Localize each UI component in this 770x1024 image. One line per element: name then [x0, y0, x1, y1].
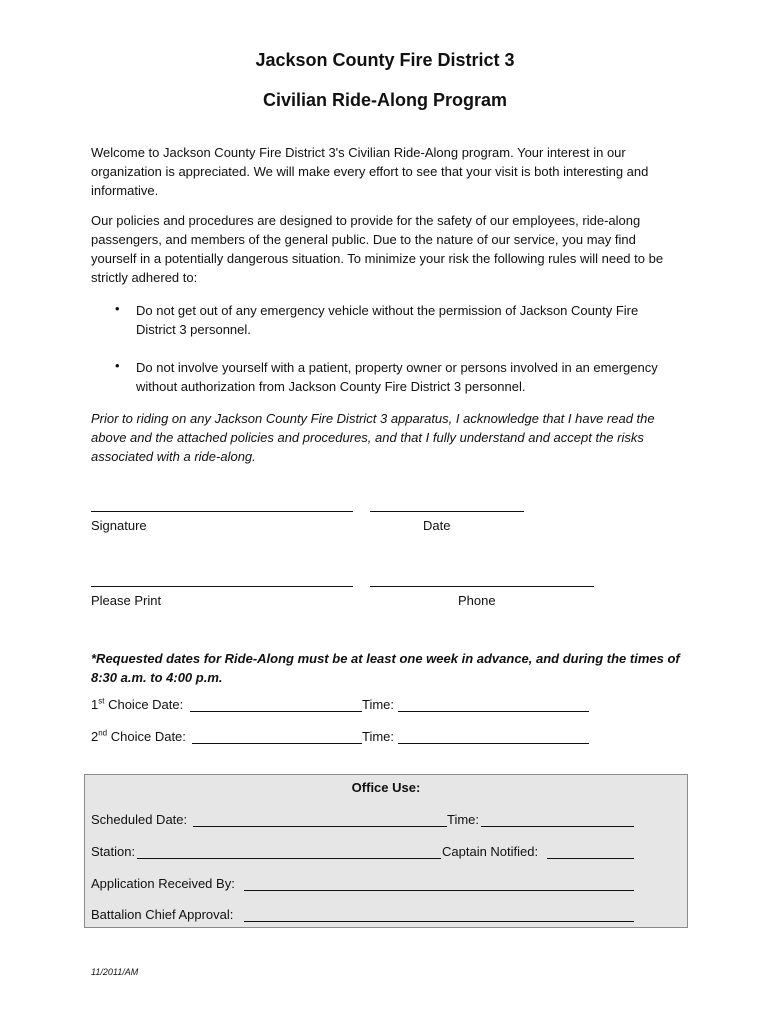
battalion-approval-label: Battalion Chief Approval: — [91, 907, 234, 922]
footer-code: 11/2011/AM — [91, 967, 139, 977]
captain-notified-label: Captain Notified: — [442, 844, 539, 859]
rule-item: Do not involve yourself with a patient, property owner or persons involved in an emergency without authorization from Jackson County Fire District 3 personnel. — [136, 360, 658, 394]
captain-notified-field[interactable] — [547, 858, 634, 859]
acknowledgement-text: Prior to riding on any Jackson County Fire District 3 apparatus, I acknowledge that I have read the above and the attached policies and procedures, and that I fully understand and accept the risks associated with a ride-along. — [91, 411, 655, 464]
first-choice-time-field[interactable] — [398, 711, 589, 712]
page-title: Jackson County Fire District 3 — [255, 50, 515, 70]
first-choice-label: 1st Choice Date: — [91, 696, 184, 712]
first-choice-time-label: Time: — [362, 697, 395, 712]
office-use-box — [84, 774, 688, 928]
phone-label: Phone — [458, 593, 496, 608]
application-received-label: Application Received By: — [91, 876, 235, 891]
phone-line[interactable] — [370, 586, 594, 587]
print-label: Please Print — [91, 593, 162, 608]
second-choice-time-label: Time: — [362, 729, 395, 744]
date-label: Date — [423, 518, 451, 533]
signature-line[interactable] — [91, 511, 353, 512]
intro-paragraph-2: Our policies and procedures are designed to provide for the safety of our employees, ride-along passengers, and members of the general public. Due to the nature of our service, you may find yourself in a potentially dangerous situation. To minimize your risk the following rules will need to be strictly adhered to: — [91, 213, 664, 285]
bullet-icon: • — [115, 358, 120, 373]
second-choice-label: 2nd Choice Date: — [91, 728, 186, 744]
scheduled-date-label: Scheduled Date: — [91, 812, 188, 827]
bullet-icon: • — [115, 301, 120, 316]
scheduled-date-field[interactable] — [193, 826, 447, 827]
first-choice-date-field[interactable] — [190, 711, 362, 712]
second-choice-time-field[interactable] — [398, 743, 589, 744]
station-label: Station: — [91, 844, 136, 859]
battalion-approval-field[interactable] — [244, 921, 634, 922]
rule-item: Do not get out of any emergency vehicle without the permission of Jackson County Fire District 3 personnel. — [136, 303, 639, 337]
date-line[interactable] — [370, 511, 524, 512]
second-choice-date-field[interactable] — [192, 743, 362, 744]
office-use-heading: Office Use: — [351, 780, 421, 795]
intro-paragraph-1: Welcome to Jackson County Fire District 3's Civilian Ride-Along program. Your interest in our organization is appreciated. We will make every effort to see that your visit is both interesting and informative. — [91, 145, 649, 198]
signature-label: Signature — [91, 518, 147, 533]
scheduled-time-field[interactable] — [481, 826, 634, 827]
requested-dates-note: *Requested dates for Ride-Along must be at least one week in advance, and during the times of 8:30 a.m. to 4:00 p.m. — [91, 651, 680, 685]
application-received-field[interactable] — [244, 890, 634, 891]
print-name-line[interactable] — [91, 586, 353, 587]
station-field[interactable] — [137, 858, 441, 859]
page-subtitle: Civilian Ride-Along Program — [262, 90, 508, 110]
scheduled-time-label: Time: — [447, 812, 480, 827]
